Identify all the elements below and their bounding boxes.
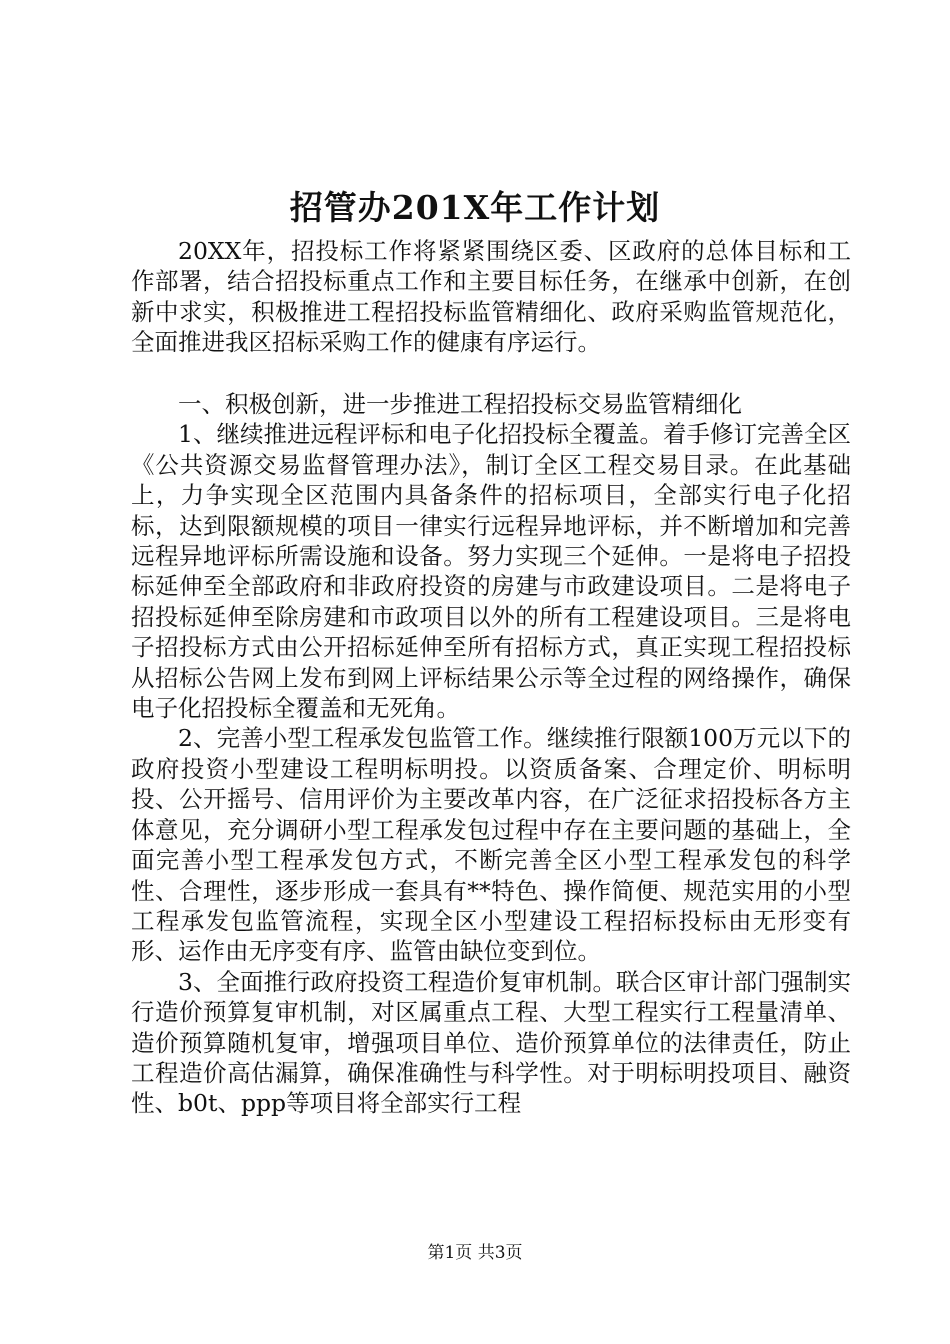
body-paragraph-1: 1、继续推进远程评标和电子化招投标全覆盖。着手修订完善全区《公共资源交易监督管理办法》，制订全区工程交易目录。在此基础上，力争实现全区范围内具备条件的招标项目，全部实行电子化招标，达到限额规模的项目一律实行远程异地评标，并不断增加和完善远程异地评标所需设施和设备。努力实现三个延伸。一是将电子招投标延伸至全部政府和非政府投资的房建与市政建设项目。二是将电子招投标延伸至除房建和市政项目以外的所有工程建设项目。三是将电子招投标方式由公开招标延伸至所有招标方式，真正实现工程招投标从招标公告网上发布到网上评标结果公示等全过程的网络操作，确保电子化招投标全覆盖和无死角。 xyxy=(131,420,851,723)
body-paragraph-3: 3、全面推行政府投资工程造价复审机制。联合区审计部门强制实行造价预算复审机制，对区属重点工程、大型工程实行工程量清单、造价预算随机复审，增强项目单位、造价预算单位的法律责任，防止工程造价高估漏算，确保准确性与科学性。对于明标明投项目、融资性、b0t、ppp等项目将全部实行工程 xyxy=(131,967,851,1118)
document-title: 招管办201X年工作计划 xyxy=(289,188,661,227)
section-heading: 一、积极创新，进一步推进工程招投标交易监管精细化 xyxy=(178,390,742,418)
intro-paragraph: 20XX年，招投标工作将紧紧围绕区委、区政府的总体目标和工作部署，结合招投标重点工作和主要目标任务，在继承中创新，在创新中求实，积极推进工程招投标监管精细化、政府采购监管规范化，全面推进我区招标采购工作的健康有序运行。 xyxy=(131,237,851,357)
body-paragraph-2: 2、完善小型工程承发包监管工作。继续推行限额100万元以下的政府投资小型建设工程明标明投。以资质备案、合理定价、明标明投、公开摇号、信用评价为主要改革内容，在广泛征求招投标各方主体意见，充分调研小型工程承发包过程中存在主要问题的基础上，全面完善小型工程承发包方式，不断完善全区小型工程承发包的科学性、合理性，逐步形成一套具有**特色、操作简便、规范实用的小型工程承发包监管流程，实现全区小型建设工程招标投标由无形变有形、运作由无序变有序、监管由缺位变到位。 xyxy=(131,724,851,966)
section-block xyxy=(131,389,851,1119)
page-footer: 第1页 共3页 xyxy=(427,1243,523,1263)
intro-block xyxy=(131,236,851,358)
